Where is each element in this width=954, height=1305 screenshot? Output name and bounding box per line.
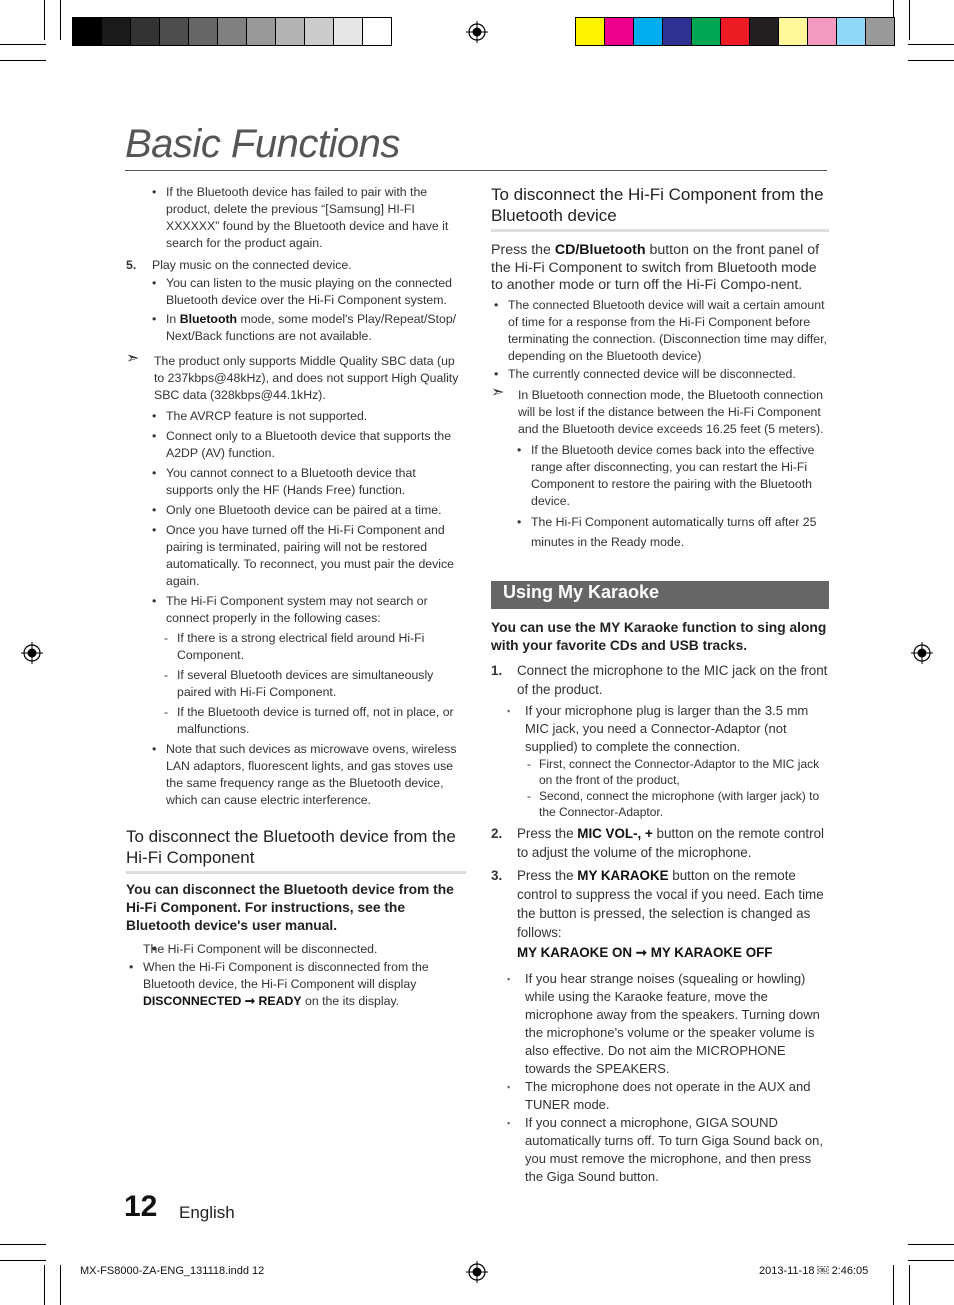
footer-timestamp: 2013-11-18 ￼ 2:46:05 bbox=[759, 1265, 869, 1277]
color-swatch bbox=[720, 18, 749, 45]
section-intro: You can use the MY Karaoke function to sing along with your favorite CDs and USB tracks. bbox=[491, 619, 827, 653]
right-column bbox=[491, 184, 829, 1186]
crop-mark bbox=[908, 1244, 954, 1245]
color-swatch bbox=[130, 18, 159, 45]
list-item: • The Hi-Fi Component automatically turns off after 25 minutes in the Ready mode. bbox=[517, 514, 817, 549]
color-bar bbox=[575, 17, 895, 46]
case-list bbox=[126, 630, 466, 738]
color-swatch bbox=[691, 18, 720, 45]
color-swatch bbox=[604, 18, 633, 45]
note-arrow-icon: ➣ bbox=[126, 350, 140, 367]
list-item: • Note that such devices as microwave ovens, wireless LAN adaptors, fluorescent lights, and gas stoves use the same frequency range as the Bluetooth device, which can cause electric interference. bbox=[126, 741, 466, 809]
crop-mark bbox=[44, 0, 45, 40]
list-item: • The Hi-Fi Component system may not search or connect properly in the following cases: bbox=[126, 593, 466, 627]
step-text: Play music on the connected device. bbox=[152, 258, 352, 272]
list-item: • If the Bluetooth device comes back into the effective range after disconnecting, you can restart the Hi-Fi Component to restore the pairing with the Bluetooth device. bbox=[517, 442, 815, 508]
section-heading: To disconnect the Hi-Fi Component from the Bluetooth device bbox=[491, 184, 829, 232]
color-swatch bbox=[865, 18, 894, 45]
color-swatch bbox=[159, 18, 188, 45]
color-swatch bbox=[576, 18, 604, 45]
crop-mark bbox=[908, 60, 954, 61]
title-rule bbox=[125, 170, 827, 171]
list-item: - Second, connect the microphone (with larger jack) to the Connector-Adaptor. bbox=[527, 788, 820, 819]
crop-mark bbox=[909, 1265, 910, 1305]
crop-mark bbox=[0, 1260, 46, 1261]
crop-mark bbox=[60, 0, 61, 40]
step-2: 2. Press the MIC VOL-, + button on the remote control to adjust the volume of the microphone. bbox=[491, 825, 825, 860]
list-item: • The AVRCP feature is not supported. bbox=[126, 408, 466, 425]
list-item: - If there is a strong electrical field around Hi-Fi Component. bbox=[164, 631, 425, 662]
color-swatch bbox=[217, 18, 246, 45]
crop-mark bbox=[893, 1265, 894, 1305]
list-item: • Only one Bluetooth device can be paired at a time. bbox=[126, 502, 466, 519]
note: ➣ The product only supports Middle Quality SBC data (up to 237kbps@48kHz), and does not support High Quality SBC data (328kbps@44.1kHz). bbox=[126, 350, 459, 402]
page-number: 12 bbox=[124, 1190, 158, 1223]
crop-mark bbox=[908, 1260, 954, 1261]
list-item: • Connect only to a Bluetooth device that supports the A2DP (AV) function. bbox=[126, 428, 466, 462]
crop-mark bbox=[44, 1265, 45, 1305]
list-item: • The currently connected device will be disconnected. bbox=[494, 366, 796, 381]
color-swatch bbox=[73, 18, 101, 45]
mode-sequence: MY KARAOKE ON ➞ MY KARAOKE OFF bbox=[517, 944, 773, 960]
list-item: ▪ If you hear strange noises (squealing or howling) while using the Karaoke feature, move the microphone away from the speakers. Turning down the microphone's volume or the speaker volume is also effective. Do not aim the MICROPHONE towards the SPEAKERS. bbox=[491, 970, 829, 1078]
step-number: 3. bbox=[491, 867, 503, 883]
page-language: English bbox=[179, 1203, 235, 1222]
color-swatch bbox=[304, 18, 333, 45]
note-arrow-icon: ➣ bbox=[491, 383, 505, 401]
registration-mark-icon bbox=[466, 21, 488, 43]
color-swatch bbox=[807, 18, 836, 45]
color-swatch bbox=[101, 18, 130, 45]
grayscale-bar bbox=[72, 17, 392, 46]
list-item: ▪ The microphone does not operate in the AUX and TUNER mode. bbox=[491, 1078, 829, 1114]
step-number: 1. bbox=[491, 662, 503, 678]
note: ➣ In Bluetooth connection mode, the Bluetooth connection will be lost if the distance between the Hi-Fi Component and the Bluetooth device exceeds 16.25 feet (5 meters). bbox=[491, 383, 824, 436]
list-item: • The Hi-Fi Component will be disconnected. bbox=[126, 941, 466, 958]
step-3: 3. Press the MY KARAOKE button on the remote control to suppress the vocal if you need. Each time the button is pressed, the selection is changed as follows: MY KARAOKE ON ➞ MY KARAOKE OFF bbox=[491, 866, 829, 962]
list-item: • You cannot connect to a Bluetooth device that supports only the HF (Hands Free) function. bbox=[126, 465, 466, 499]
footer-filename: MX-FS8000-ZA-ENG_131118.indd 12 bbox=[80, 1265, 265, 1277]
list-item: • If the Bluetooth device has failed to pair with the product, delete the previous “[Samsung] HI-FI XXXXXX” found by the Bluetooth device and have it search for the product again. bbox=[126, 184, 466, 252]
page-title: Basic Functions bbox=[125, 122, 400, 166]
list-item: ▪ If you connect a microphone, GIGA SOUND automatically turns off. To turn Giga Sound back on, you must remove the microphone, and then press the Giga Sound button. bbox=[491, 1114, 829, 1186]
step-1: 1. Connect the microphone to the MIC jack on the front of the product. bbox=[491, 662, 828, 697]
registration-mark-icon bbox=[21, 642, 43, 664]
color-swatch bbox=[778, 18, 807, 45]
list-item: • When the Hi-Fi Component is disconnected from the Bluetooth device, the Hi-Fi Component will display DISCONNECTED ➞ READY on the its display. bbox=[129, 960, 429, 1008]
crop-mark bbox=[0, 1244, 46, 1245]
list-item: ▪ If your microphone plug is larger than the 3.5 mm MIC jack, you need a Connector-Adaptor (not supplied) to complete the connection. bbox=[491, 702, 829, 756]
color-swatch bbox=[749, 18, 778, 45]
list-item: • Once you have turned off the Hi-Fi Component and pairing is terminated, pairing will not be restored automatically. To reconnect, you must pair the device again. bbox=[126, 522, 466, 590]
crop-mark bbox=[0, 44, 46, 45]
list-item: - If several Bluetooth devices are simultaneously paired with Hi-Fi Component. bbox=[164, 668, 434, 699]
step-5 bbox=[126, 257, 466, 274]
list-item: - If the Bluetooth device is turned off, not in place, or malfunctions. bbox=[164, 705, 454, 736]
karaoke-section-heading: Using My Karaoke bbox=[491, 581, 829, 609]
crop-mark bbox=[60, 1265, 61, 1305]
color-swatch bbox=[662, 18, 691, 45]
color-swatch bbox=[333, 18, 362, 45]
step-number: 5. bbox=[126, 258, 137, 272]
crop-mark bbox=[0, 60, 46, 61]
color-swatch bbox=[246, 18, 275, 45]
section-intro: You can disconnect the Bluetooth device from the Hi-Fi Component. For instructions, see the Bluetooth device's user manual. bbox=[126, 882, 454, 933]
color-swatch bbox=[836, 18, 865, 45]
left-column bbox=[126, 184, 466, 1010]
list-item: • In Bluetooth mode, some model's Play/Repeat/Stop/ Next/Back functions are not available. bbox=[126, 311, 466, 345]
list-item: • The connected Bluetooth device will wait a certain amount of time for a response from the Hi-Fi Component before terminating the connection. (Disconnection time may differ, depending on the Bluetooth device) bbox=[494, 297, 827, 363]
note-list bbox=[126, 408, 466, 627]
section-paragraph: Press the CD/Bluetooth button on the front panel of the Hi-Fi Component to switch from Bluetooth mode to another mode or turn off the Hi-Fi Compo-nent. bbox=[491, 242, 820, 293]
color-swatch bbox=[188, 18, 217, 45]
registration-mark-icon bbox=[466, 1261, 488, 1283]
list-item: • You can listen to the music playing on the connected Bluetooth device over the Hi-Fi Component system. bbox=[126, 275, 466, 309]
color-swatch bbox=[275, 18, 304, 45]
step-number: 2. bbox=[491, 825, 503, 841]
registration-mark-icon bbox=[911, 642, 933, 664]
section-heading: To disconnect the Bluetooth device from the Hi-Fi Component bbox=[126, 826, 466, 874]
color-swatch bbox=[633, 18, 662, 45]
crop-mark bbox=[909, 0, 910, 40]
color-swatch bbox=[362, 18, 391, 45]
crop-mark bbox=[908, 44, 954, 45]
list-item: - First, connect the Connector-Adaptor to the MIC jack on the front of the product, bbox=[527, 756, 820, 787]
